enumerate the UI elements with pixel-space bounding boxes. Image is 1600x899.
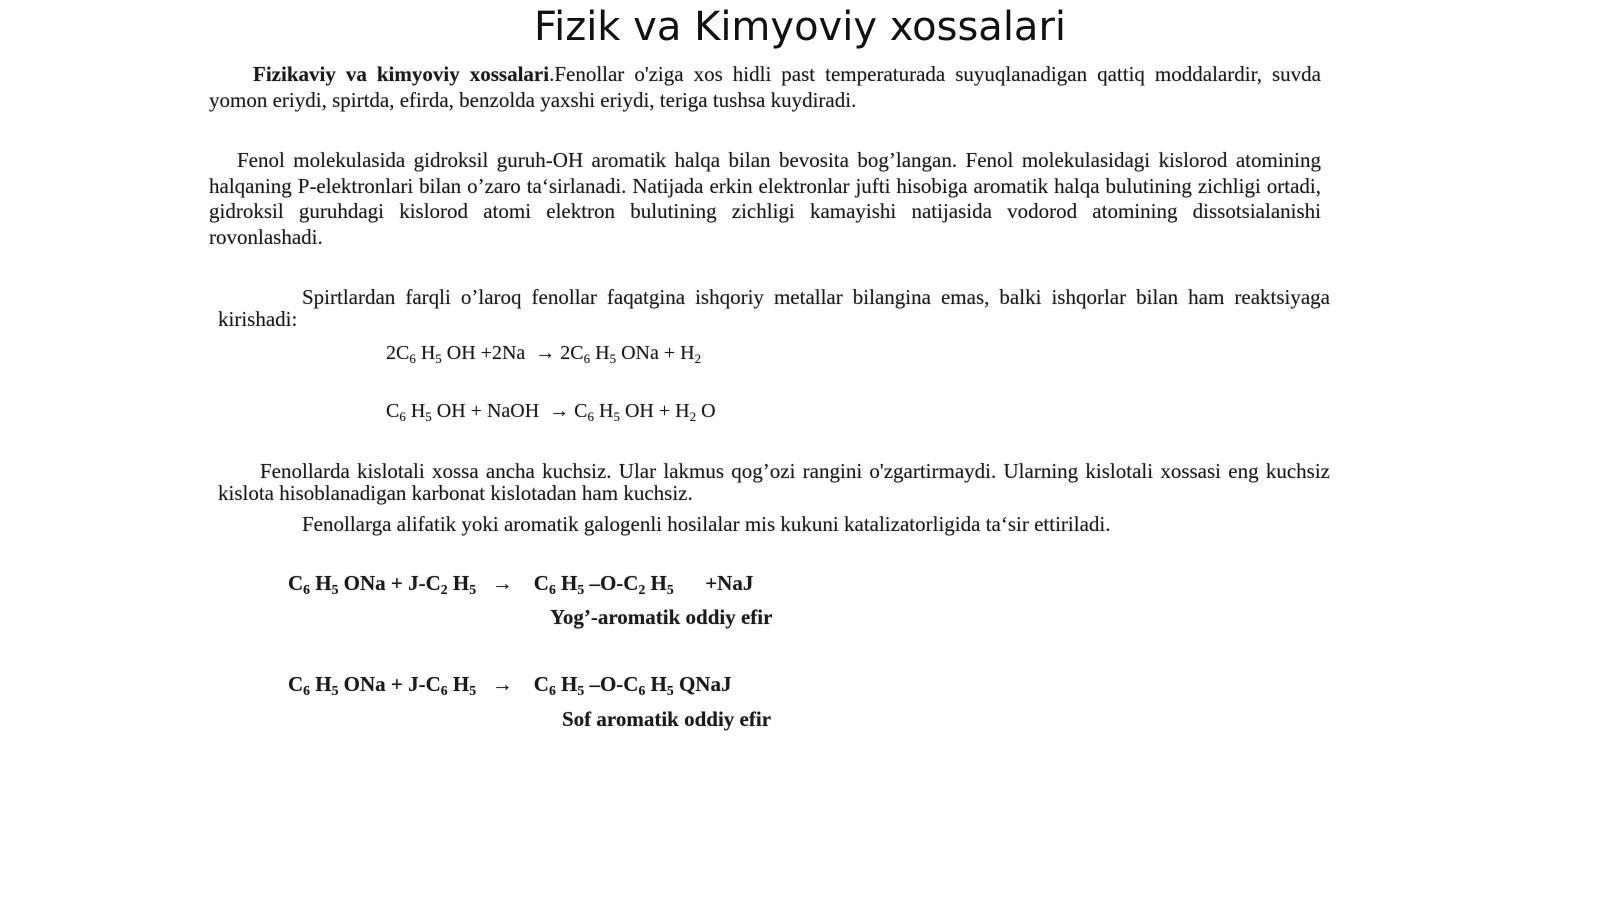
equation-text: C: [288, 571, 304, 595]
equation-text: QNaJ: [673, 672, 732, 696]
equation-subscript: 2: [638, 582, 646, 598]
equation-subscript: 5: [666, 582, 674, 598]
equation-text: H: [405, 400, 426, 422]
equation-text: –O-C: [584, 672, 639, 696]
equation-text: C: [288, 672, 304, 696]
caption-fatty-aromatic-ether: Yog’-aromatik oddiy efir: [550, 605, 773, 629]
equation-text: H: [645, 672, 667, 696]
equation-subscript: 6: [409, 350, 416, 366]
equation-subscript: 5: [331, 582, 339, 598]
equation-naoh: [386, 400, 716, 423]
equation-subscript: 5: [613, 408, 620, 424]
equation-text: H: [447, 571, 470, 595]
equation-text: H: [590, 342, 610, 364]
equation-text: H: [310, 672, 332, 696]
equation-subscript: 5: [577, 683, 585, 699]
equation-text: → C: [476, 672, 549, 696]
equation-subscript: 5: [425, 408, 432, 424]
equation-text: ONa + H: [616, 342, 695, 364]
equation-subscript: 5: [435, 350, 442, 366]
equation-text: OH + NaOH → C: [431, 400, 588, 422]
equation-subscript: 6: [399, 408, 406, 424]
equation-subscript: 6: [638, 683, 646, 699]
equation-text: C: [386, 400, 400, 422]
equation-text: O: [696, 400, 716, 422]
paragraph-heading: Fizikaviy va kimyoviy xossalari: [253, 62, 550, 86]
paragraph-acidity: Fenollarda kislotali xossa ancha kuchsiz. Ular lakmus qog’ozi rangini o'zgartirmaydi. Ularning kislotali xossasi eng kuchsiz kislota hisoblanadigan karbonat kislotadan ham kuchsiz.: [218, 459, 1330, 505]
equation-text: –O-C: [584, 571, 639, 595]
equation-subscript: 2: [440, 582, 448, 598]
equation-subscript: 5: [666, 683, 674, 699]
equation-subscript: 6: [440, 683, 448, 699]
equation-subscript: 6: [548, 582, 556, 598]
equation-subscript: 5: [609, 350, 617, 366]
equation-subscript: 2: [689, 408, 697, 424]
paragraph-phenol-molecule: Fenol molekulasida gidroksil guruh-OH aromatik halqa bilan bevosita bog’langan. Fenol molekulasidagi kislorod atomining halqaning P-elektronlari bilan o’zaro ta‘sirlanadi. Natijada erkin elektronlar jufti hisobiga aromatik halqa bulutining zichligi ortadi, gidroksil guruhdagi kislorod atomi elektron bulutining zichligi kamayishi natijasida vodorod atomining dissotsialanishi rovonlashadi.: [209, 148, 1321, 249]
equation-subscript: 6: [303, 582, 310, 598]
equation-text: H: [447, 672, 470, 696]
equation-text: H: [645, 571, 667, 595]
equation-subscript: 5: [331, 683, 339, 699]
equation-subscript: 6: [583, 350, 591, 366]
equation-text: ONa + J-C: [338, 571, 441, 595]
paragraph-text: .Fenollar o'ziga xos hidli past temperaturada suyuqlanadigan qattiq moddalardir, suvda yomon eriydi, spirtda, efirda, benzolda yaxshi eriydi, teriga tushsa kuydiradi.: [209, 62, 1321, 112]
equation-subscript: 6: [303, 683, 310, 699]
equation-sodium: [386, 342, 701, 365]
equation-subscript: 5: [577, 582, 585, 598]
equation-ethyl-ether: [288, 571, 753, 596]
equation-text: H: [555, 571, 578, 595]
equation-text: H: [310, 571, 332, 595]
equation-text: ONa + J-C: [338, 672, 441, 696]
paragraph-alkali-reaction: Spirtlardan farqli o’laroq fenollar faqatgina ishqoriy metallar bilangina emas, balki ishqorlar bilan ham reaktsiyaga kirishadi:: [218, 285, 1330, 331]
equation-text: H: [594, 400, 614, 422]
caption-pure-aromatic-ether: Sof aromatik oddiy efir: [562, 707, 772, 731]
equation-text: OH +2Na → 2C: [441, 342, 584, 364]
equation-subscript: 6: [548, 683, 556, 699]
equation-text: H: [555, 672, 578, 696]
equation-subscript: 5: [469, 683, 477, 699]
equation-text: H: [415, 342, 436, 364]
equation-subscript: 2: [694, 350, 702, 366]
equation-subscript: 6: [587, 408, 595, 424]
equation-phenyl-ether: [288, 672, 731, 697]
equation-text: +NaJ: [673, 571, 754, 595]
equation-text: OH + H: [619, 400, 690, 422]
slide-title: Fizik va Kimyoviy xossalari: [533, 4, 1066, 50]
equation-text: 2C: [386, 342, 410, 364]
equation-subscript: 5: [469, 582, 477, 598]
equation-text: → C: [476, 571, 549, 595]
paragraph-halogen: Fenollarga alifatik yoki aromatik galogenli hosilalar mis kukuni katalizatorligida ta‘sir ettiriladi.: [302, 512, 1111, 536]
paragraph-properties: [209, 62, 1321, 113]
